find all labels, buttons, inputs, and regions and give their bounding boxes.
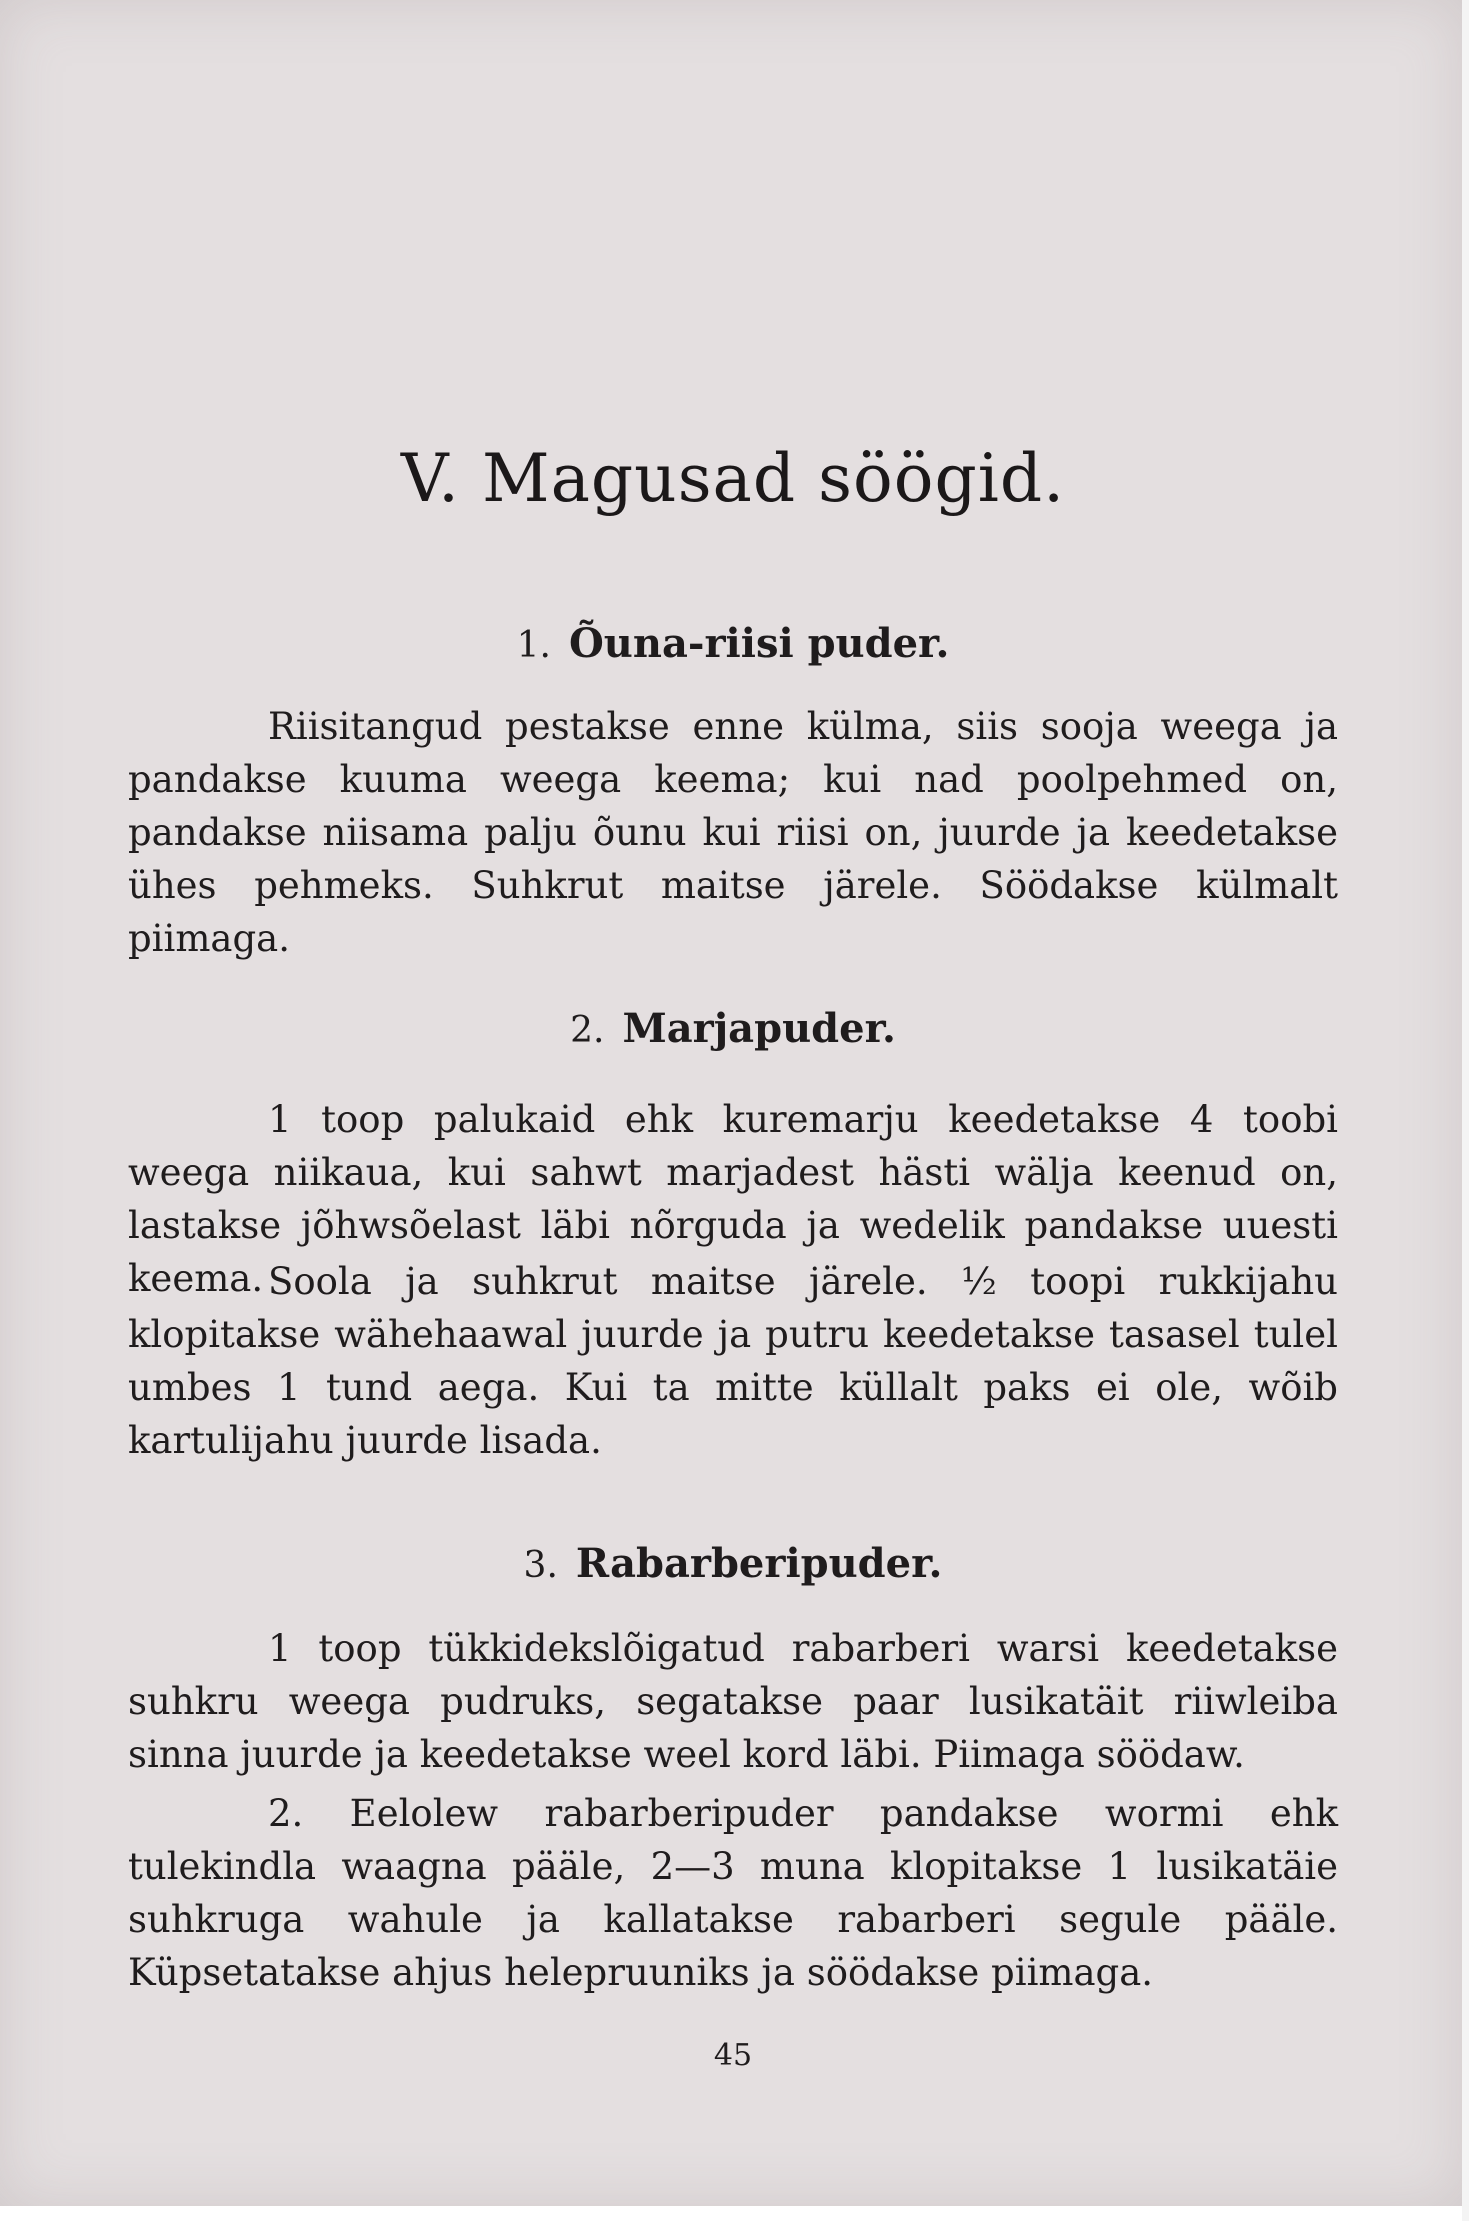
recipe-heading-3 [128,1540,1338,1587]
recipe-number: 2. [570,1010,605,1051]
recipe-number: 1. [516,625,551,666]
recipe-title: Õuna-riisi puder. [568,620,950,667]
recipe-paragraph: Soola ja suhkrut maitse järele. ½ toopi rukkijahu klopitakse wähehaawal juurde ja putru keedetakse tasasel tulel umbes 1 tund aega. Kui ta mitte küllalt paks ei ole, wõib kartulijahu juurde lisada. [128,1260,1338,1462]
recipe-paragraph: 2. Eelolew rabarberipuder pandakse wormi ehk tulekindla waagna pääle, 2—3 muna klopitakse 1 lusikatäie suhkruga wahule ja kallatakse rabarberi segule pääle. Küpsetatakse ahjus helepruuniks ja söödakse piimaga. [128,1792,1338,1994]
recipe-number: 3. [523,1545,558,1586]
recipe-paragraph: 1 toop tükkidekslõigatud rabarberi warsi keedetakse suhkru weega pudruks, segatakse paar lusikatäit riiwleiba sinna juurde ja keedetakse weel kord läbi. Piimaga söödaw. [128,1627,1338,1776]
recipe-heading-1 [128,620,1338,667]
recipe-title: Marjapuder. [622,1005,896,1052]
recipe-title: Rabarberipuder. [575,1540,943,1587]
chapter-title: V. Magusad söögid. [400,440,1066,517]
recipe-heading-2 [128,1005,1338,1052]
page-number: 45 [713,2038,753,2073]
recipe-paragraph: 1 toop palukaid ehk kuremarju keedetakse 4 toobi weega niikaua, kui sahwt marjadest hästi wälja keenud on, lastakse jõhwsõelast läbi nõrguda ja wedelik pandakse uuesti keema. [128,1098,1338,1300]
page-edge [1462,0,1469,2221]
recipe-paragraph: Riisitangud pestakse enne külma, siis sooja weega ja pandakse kuuma weega keema; kui nad poolpehmed on, pandakse niisama palju õunu kui riisi on, juurde ja keedetakse ühes pehmeks. Suhkrut maitse järele. Söödakse külmalt piimaga. [128,705,1338,960]
